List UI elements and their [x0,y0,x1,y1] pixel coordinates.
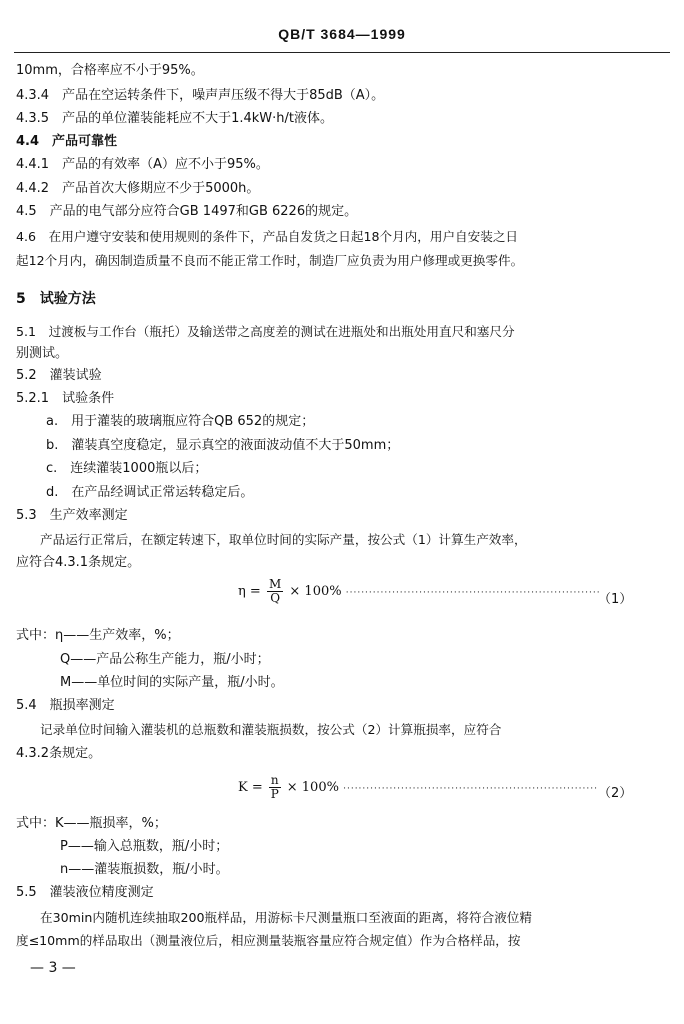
legend-m: M——单位时间的实际产量，瓶/小时。 [60,675,284,690]
list-item-d: d. 在产品经调试正常运转稳定后。 [46,485,254,500]
text-line: 10mm，合格率应不小于95%。 [16,63,204,78]
clause-5-5-body: 在30min内随机连续抽取200瓶样品，用游标卡尺测量瓶口至液面的距离，将符合液位精 [40,910,532,925]
formula-1-leader: ·································································· [345,588,601,598]
clause-4-3-5: 4.3.5 产品的单位灌装能耗应不大于1.4kW·h/t液体。 [16,111,333,126]
formula-1-rhs: × 100% [289,584,342,599]
clause-5-3-body: 产品运行正常后，在额定转速下，取单位时间的实际产量，按公式（1）计算生产效率， [40,532,527,547]
clause-5-4-heading: 5.4 瓶损率测定 [16,698,115,713]
list-item-b: b. 灌装真空度稳定，显示真空的液面波动值不大于50mm； [46,438,400,453]
clause-4-3-4: 4.3.4 产品在空运转条件下，噪声声压级不得大于85dB（A）。 [16,88,385,103]
formula-2-fraction [269,774,281,801]
clause-5-5-heading: 5.5 灌装液位精度测定 [16,885,154,900]
formula-2 [238,774,598,801]
formula-1-number: （1） [598,592,633,607]
list-item-a: a. 用于灌装的玻璃瓶应符合QB 652的规定； [46,414,315,429]
formula-2-numerator: n [270,773,279,787]
legend-eta: 式中：η——生产效率，%； [16,628,180,643]
clause-5-4-body-cont: 4.3.2条规定。 [16,746,102,761]
legend-n: n——灌装瓶损数，瓶/小时。 [60,862,229,877]
page-number: — 3 — [30,960,76,976]
list-item-c: c. 连续灌装1000瓶以后； [46,461,208,476]
clause-4-6-cont: 起12个月内，确因制造质量不良而不能正常工作时，制造厂应负责为用户修理或更换零件。 [16,253,524,268]
clause-5-1: 5.1 过渡板与工作台（瓶托）及输送带之高度差的测试在进瓶处和出瓶处用直尺和塞尺分 [16,324,515,339]
section-5-heading: 5 试验方法 [16,291,96,307]
legend-k: 式中：K——瓶损率，%； [16,816,167,831]
clause-4-4-1: 4.4.1 产品的有效率（A）应不小于95%。 [16,157,269,172]
formula-1-lhs: η = [238,584,261,599]
formula-2-leader: ·································································· [343,784,598,794]
clause-4-4-heading: 4.4 产品可靠性 [16,134,118,149]
formula-2-number: （2） [598,786,633,801]
legend-p: P——输入总瓶数，瓶/小时； [60,839,229,854]
clause-4-4-2: 4.4.2 产品首次大修期应不少于5000h。 [16,181,260,196]
clause-5-2-heading: 5.2 灌装试验 [16,368,102,383]
clause-4-5: 4.5 产品的电气部分应符合GB 1497和GB 6226的规定。 [16,204,358,219]
formula-2-lhs: K = [238,780,263,795]
formula-2-rhs: × 100% [286,780,339,795]
formula-1-numerator: M [268,577,282,591]
formula-1 [238,578,601,605]
header-rule [14,52,670,53]
formula-1-denominator: Q [270,591,281,605]
clause-5-5-body-cont: 度≤10mm的样品取出（测量液位后，相应测量装瓶容量应符合规定值）作为合格样品，按 [16,933,521,948]
clause-5-4-body: 记录单位时间输入灌装机的总瓶数和灌装瓶损数，按公式（2）计算瓶损率，应符合 [40,722,502,737]
legend-q: Q——产品公称生产能力，瓶/小时； [60,652,270,667]
clause-5-3-heading: 5.3 生产效率测定 [16,508,128,523]
clause-5-1-cont: 别测试。 [16,346,69,361]
standard-code-header: QB/T 3684—1999 [278,26,406,42]
formula-1-fraction [267,578,283,605]
clause-5-2-1-heading: 5.2.1 试验条件 [16,391,115,406]
formula-2-denominator: P [270,787,279,801]
clause-4-6: 4.6 在用户遵守安装和使用规则的条件下，产品自发货之日起18个月内，用户自安装之日 [16,229,519,244]
clause-5-3-body-cont: 应符合4.3.1条规定。 [16,555,141,570]
